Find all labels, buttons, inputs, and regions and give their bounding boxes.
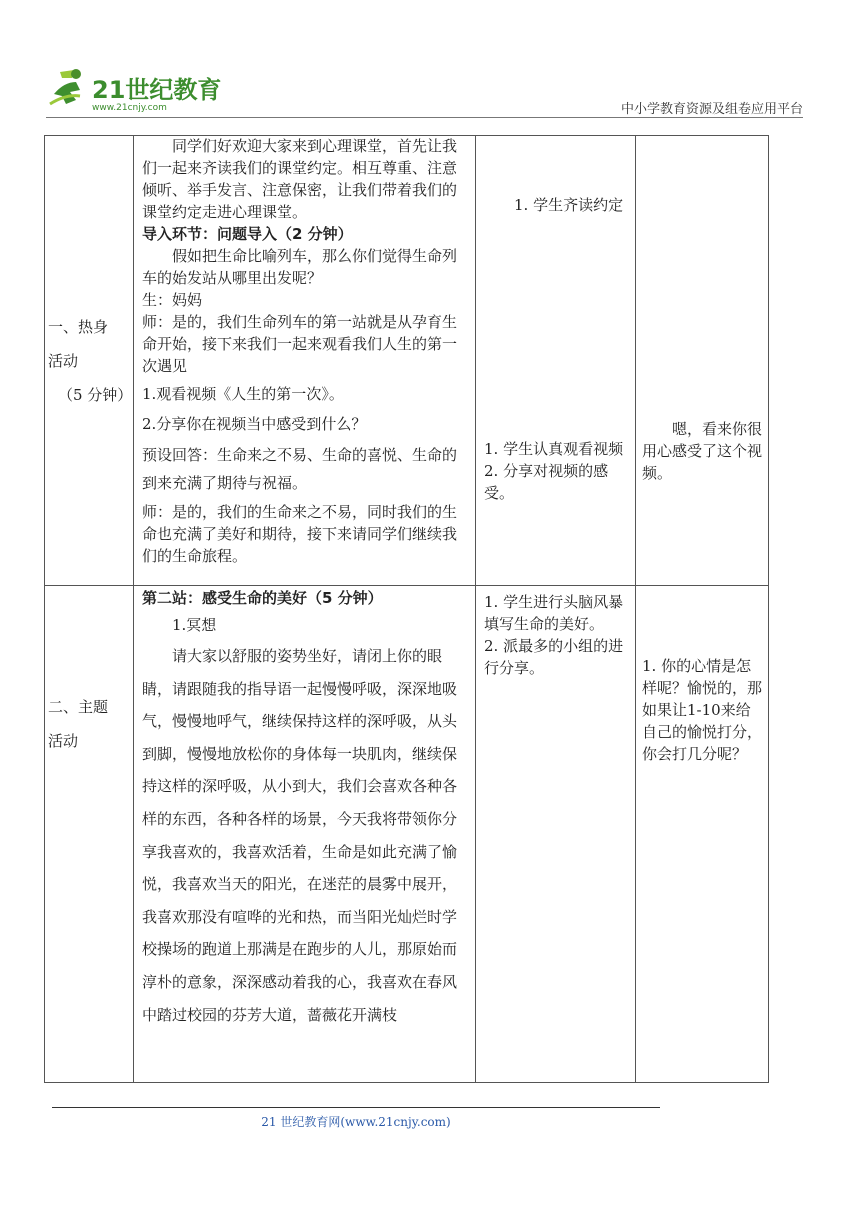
teacher-cell-theme (642, 655, 764, 765)
student-cell-theme (484, 591, 630, 679)
section-heading: 第二站：感受生命的美好（5 分钟） (142, 589, 383, 607)
student-cell-warmup-b (484, 438, 630, 504)
process-paragraph: 假如把生命比喻列车，那么你们觉得生命列车的始发站从哪里出发呢？ (142, 247, 458, 287)
process-paragraph: 预设回答：生命来之不易、生命的喜悦、生命的到来充满了期待与祝福。 (142, 446, 458, 492)
process-paragraph: 2.分享你在视频当中感受到什么？ (142, 415, 367, 433)
teacher-cell-warmup (642, 418, 764, 484)
process-paragraph: 生：妈妈 (142, 291, 203, 309)
teacher-remark: 嗯，看来你很用心感受了这个视频。 (642, 420, 763, 482)
student-activity: 1. 学生认真观看视频 (484, 440, 624, 458)
logo-main-text: 21世纪教育 (92, 76, 222, 104)
stage-line: 二、主题 (48, 698, 109, 716)
stage-line: 一、热身 (48, 318, 109, 336)
student-activity: 2. 派最多的小组的进行分享。 (484, 637, 624, 677)
stage-cell-warmup (48, 310, 133, 412)
stage-line: 活动 (48, 352, 79, 370)
process-paragraph: 师：是的，我们生命列车的第一站就是从孕育生命开始，接下来我们一起来观看我们人生的第一次遇见 (142, 313, 458, 375)
stage-cell-theme (48, 690, 130, 758)
student-activity: 1. 学生齐读约定 (514, 196, 624, 214)
stage-line: 活动 (48, 732, 79, 750)
process-paragraph: 请大家以舒服的姿势坐好，请闭上你的眼睛，请跟随我的指导语一起慢慢呼吸，深深地吸气，慢慢地呼气，继续保持这样的深呼吸，从头到脚，慢慢地放松你的身体每一块肌肉，继续保持这样的深呼吸，从小到大，我们会喜欢各种各样的东西，各种各样的场景，今天我将带领你分享我喜欢的，我喜欢活着，生命是如此充满了愉悦，我喜欢当天的阳光，在迷茫的晨雾中展开，我喜欢那没有喧哗的光和热，而当阳光灿烂时学校操场的跑道上那满是在跑步的人儿，那原始而淳朴的意象，深深感动着我的心，我喜欢在春风中踏过校园的芬芳大道，蔷薇花开满枝 (142, 647, 458, 1024)
process-subheading: 1.冥想 (172, 616, 217, 634)
process-paragraph: 同学们好欢迎大家来到心理课堂，首先让我们一起来齐读我们的课堂约定。相互尊重、注意倾听、举手发言、注意保密，让我们带着我们的课堂约定走进心理课堂。 (142, 137, 458, 221)
student-activity: 1. 学生进行头脑风暴填写生命的美好。 (484, 593, 624, 633)
process-cell-warmup (142, 135, 470, 567)
student-cell-warmup-a (484, 194, 630, 216)
teacher-remark: 1. 你的心情是怎样呢？愉悦的，那如果让1-10来给自己的愉悦打分，你会打几分呢？ (642, 657, 763, 763)
process-paragraph: 师：是的，我们的生命来之不易，同时我们的生命也充满了美好和期待，接下来请同学们继续我们的生命旅程。 (142, 503, 458, 565)
process-cell-theme (142, 586, 470, 1031)
runner-logo-icon (46, 64, 226, 114)
section-heading: 导入环节：问题导入（2 分钟） (142, 225, 353, 243)
footer-link[interactable]: 21 世纪教育网(www.21cnjy.com) (261, 1115, 451, 1129)
site-logo (46, 64, 226, 114)
header-divider (46, 117, 803, 118)
footer-divider (52, 1107, 660, 1108)
student-activity: 2. 分享对视频的感受。 (484, 462, 609, 502)
platform-label: 中小学教育资源及组卷应用平台 (620, 102, 803, 117)
process-paragraph: 1.观看视频《人生的第一次》。 (142, 385, 344, 403)
logo-url-text: www.21cnjy.com (92, 103, 167, 113)
stage-line: （5 分钟） (58, 386, 133, 404)
